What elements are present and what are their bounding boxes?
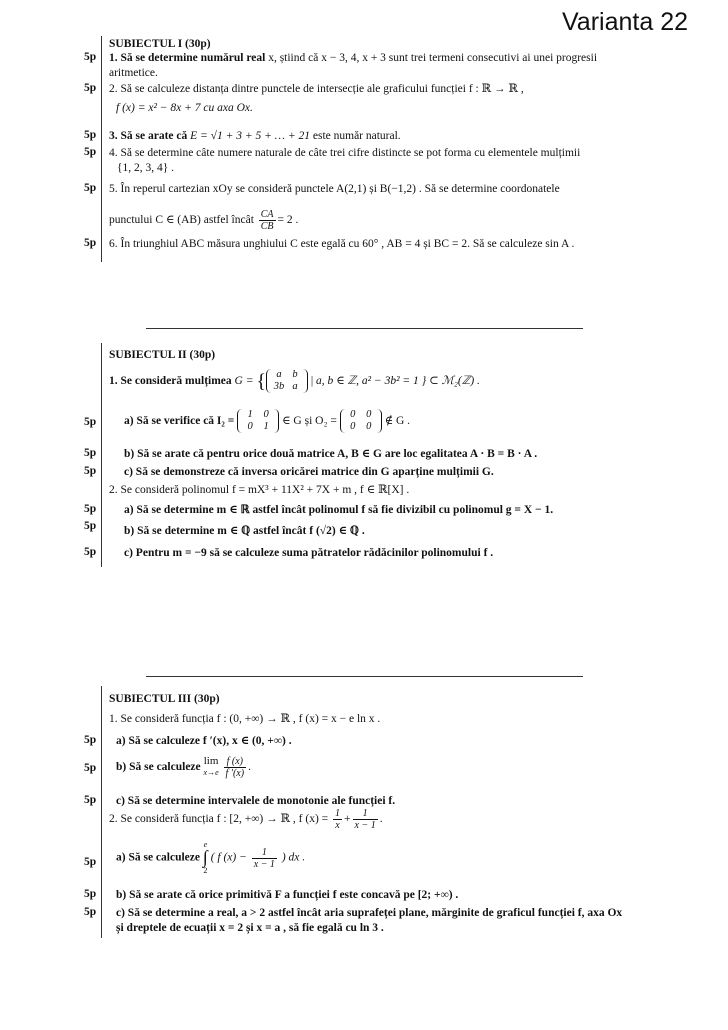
variant-title: Varianta 22 [561, 8, 688, 36]
points-label: 5p [84, 546, 97, 558]
question-text: c) Să se determine intervalele de monotonie ale funcției f. [116, 795, 396, 807]
section-rule [101, 36, 102, 262]
separator-line [146, 676, 583, 677]
matrix-zero: 0 0 0 0 [340, 409, 382, 433]
section-title: SUBIECTUL I (30p) [109, 38, 211, 50]
fraction: $\frac{1}{x - 1}$ [354, 807, 376, 831]
points-label: 5p [84, 447, 97, 459]
formula: f (x) = x² − 8x + 7 cu axa Ox. [116, 102, 253, 114]
points-label: 5p [84, 129, 97, 141]
points-label: 5p [84, 503, 97, 515]
question-text: b) Să se arate că orice primitivă F a funcției f este concavă pe [2; +∞) . [116, 889, 459, 901]
question-text: 4. Să se determine câte numere naturale de câte trei cifre distincte se pot forma cu elementele mulțimii [109, 147, 581, 159]
question-text: b) Să se calculeze lim x→e $\frac{f (x)}{f '(x)}$ . [116, 755, 251, 779]
question-text: c) Pentru m = −9 să se calculeze suma pătratelor rădăcinilor polinomului f . [124, 547, 494, 559]
question-text: a) Să se calculeze f ′(x), x ∈ (0, +∞) . [116, 735, 292, 747]
question-text: 6. În triunghiul ABC măsura unghiului C este egală cu 60° , AB = 4 și BC = 2. Să se calculeze sin A . [109, 238, 575, 250]
question-text: c) Să se determine a real, a > 2 astfel încât aria suprafeței plane, mărginite de graficul funcției f, axa Ox [116, 907, 623, 919]
question-text: 2. Se consideră funcția f : [2, +∞) → ℝ , f (x) = $\frac{1}{x}$ + $\frac{1}{x - 1}$ . [109, 807, 383, 831]
section-title: SUBIECTUL III (30p) [109, 693, 220, 705]
question-text: 1. Să se determine numărul real x, știind că x − 3, 4, x + 3 sunt trei termeni consecutivi ai unei progresii [109, 52, 598, 64]
points-label: 5p [84, 794, 97, 806]
question-text: a) Să se determine m ∈ ℝ astfel încât polinomul f să fie divizibil cu polinomul g = X − 1. [124, 504, 554, 516]
question-text: c) Să se demonstreze că inversa oricărei matrice din G aparține mulțimii G. [124, 466, 494, 478]
points-label: 5p [84, 888, 97, 900]
fraction: $\frac{1}{x - 1}$ [253, 846, 275, 870]
section-title: SUBIECTUL II (30p) [109, 349, 216, 361]
points-label: 5p [84, 51, 97, 63]
points-label: 5p [84, 182, 97, 194]
points-label: 5p [84, 734, 97, 746]
matrix-g: a b 3b a [266, 369, 308, 393]
question-text: 3. Să se arate că E = √1 + 3 + 5 + … + 21 este număr natural. [109, 130, 401, 142]
question-text: aritmetice. [109, 67, 158, 79]
points-label: 5p [84, 465, 97, 477]
section-rule [101, 686, 102, 938]
question-text: b) Să se determine m ∈ ℚ astfel încât f (√2) ∈ ℚ . [124, 525, 365, 537]
question-text: și dreptele de ecuații x = 2 și x = a , să fie egală cu ln 3 . [116, 922, 384, 934]
points-label: 5p [84, 146, 97, 158]
fraction: $\frac{1}{x}$ [335, 807, 341, 831]
question-text: punctului C ∈ (AB) astfel încât $\frac{CA}{CB}$ = 2 . [109, 208, 299, 232]
question-text: 5. În reperul cartezian xOy se consideră punctele A(2,1) și B(−1,2) . Să se determine coordonatele [109, 183, 560, 195]
points-label: 5p [84, 520, 97, 532]
points-label: 5p [84, 762, 97, 774]
separator-line [146, 328, 583, 329]
points-label: 5p [84, 906, 97, 918]
matrix-identity: 1 0 0 1 [237, 409, 279, 433]
fraction: $\frac{CA}{CB}$ [260, 208, 274, 232]
points-label: 5p [84, 237, 97, 249]
fraction: $\frac{f (x)}{f '(x)}$ [225, 755, 245, 779]
question-text: 2. Se consideră polinomul f = mX³ + 11X² + 7X + m , f ∈ ℝ[X] . [109, 484, 410, 496]
points-label: 5p [84, 856, 97, 868]
question-text: 1. Se consideră mulțimea G = { a b 3b a | a, b ∈ ℤ, a² − 3b² = 1 } ⊂ ℳ₂(ℤ) . [109, 369, 480, 393]
question-text: b) Să se arate că pentru orice două matrice A, B ∈ G are loc egalitatea A · B = B · A . [124, 448, 538, 460]
question-text: a) Să se calculeze e ∫ 2 ( f (x) − $\frac{1}{x - 1}$ ) dx . [116, 840, 306, 875]
points-label: 5p [84, 416, 97, 428]
section-rule [101, 343, 102, 567]
question-text: 2. Să se calculeze distanța dintre punctele de intersecție ale graficului funcției f : ℝ → ℝ , [109, 83, 524, 95]
formula: {1, 2, 3, 4} . [117, 162, 175, 174]
points-label: 5p [84, 82, 97, 94]
question-text: a) Să se verifice că I₂ = 1 0 0 1 ∈ G și O₂ = 0 0 0 0 ∉ G . [124, 409, 411, 433]
question-text: 1. Se consideră funcția f : (0, +∞) → ℝ , f (x) = x − e ln x . [109, 713, 381, 725]
